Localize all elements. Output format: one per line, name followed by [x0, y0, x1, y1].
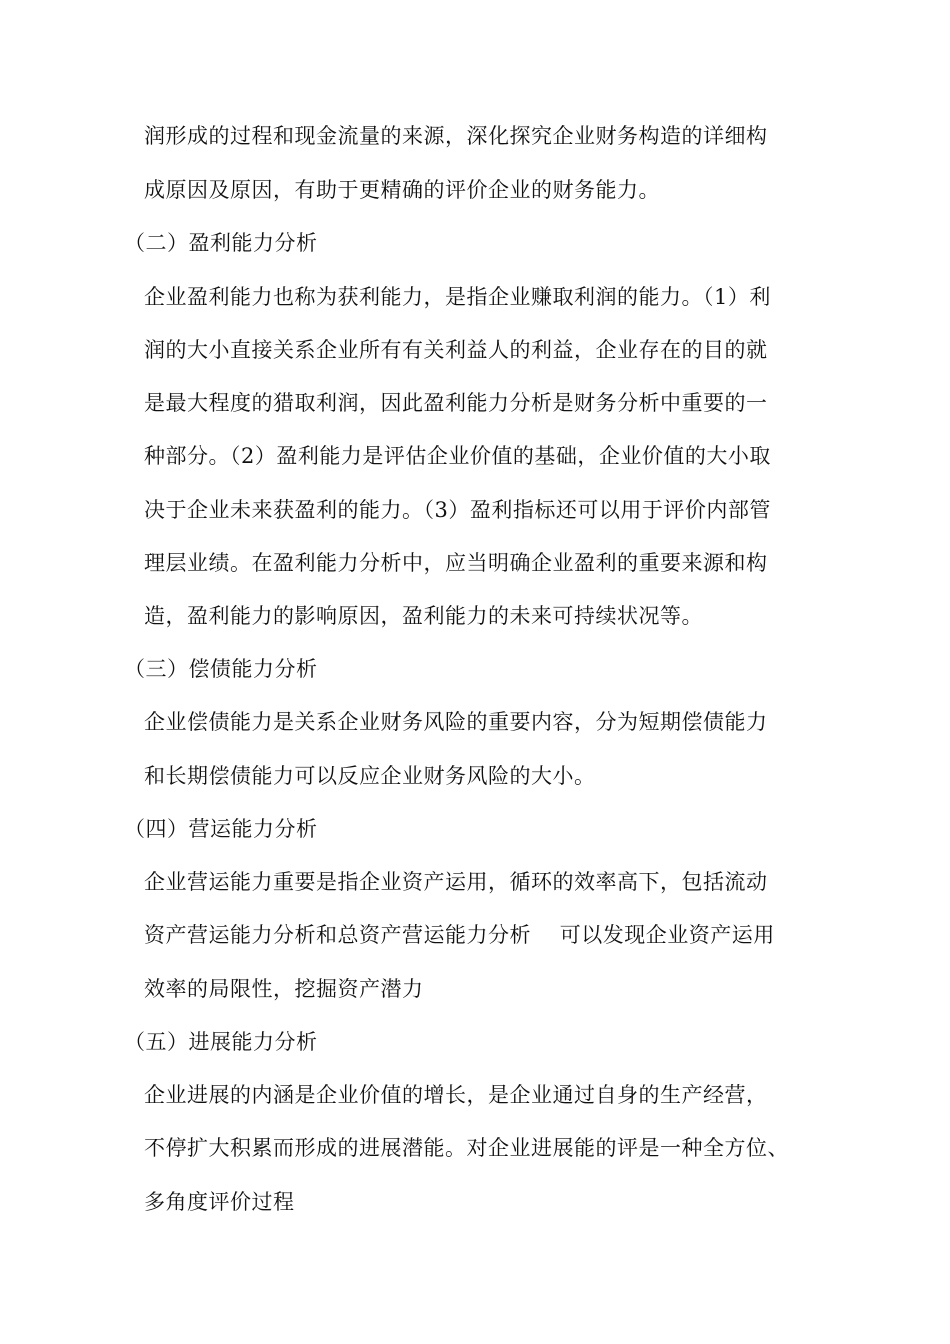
body-text-line: 决于企业未来获盈利的能力。（3）盈利指标还可以用于评价内部管 [144, 498, 771, 522]
body-text-line: 润形成的过程和现金流量的来源，深化探究企业财务构造的详细构 [144, 124, 768, 148]
body-text-line: 企业营运能力重要是指企业资产运用，循环的效率高下，包括流动 [144, 870, 768, 894]
body-text-line: 和长期偿债能力可以反应企业财务风险的大小。 [144, 764, 596, 788]
body-text-line: 企业盈利能力也称为获利能力，是指企业赚取利润的能力。（1）利 [144, 285, 771, 309]
body-text-line: 企业进展的内涵是企业价值的增长，是企业通过自身的生产经营， [144, 1083, 768, 1107]
body-text-line: 润的大小直接关系企业所有有关利益人的利益，企业存在的目的就 [144, 338, 768, 362]
body-text-line: 企业偿债能力是关系企业财务风险的重要内容，分为短期偿债能力 [144, 710, 768, 734]
body-text-line: 不停扩大积累而形成的进展潜能。对企业进展能的评是一种全方位、 [144, 1136, 789, 1160]
section-heading-profitability: （二）盈利能力分析 [124, 231, 318, 255]
body-text-line: 种部分。（2）盈利能力是评估企业价值的基础，企业价值的大小取 [144, 444, 771, 468]
body-text-line: 造，盈利能力的影响原因，盈利能力的未来可持续状况等。 [144, 604, 703, 628]
body-text-line: 理层业绩。在盈利能力分析中，应当明确企业盈利的重要来源和构 [144, 551, 768, 575]
body-text-line: 成原因及原因，有助于更精确的评价企业的财务能力。 [144, 178, 660, 202]
body-text-line: 资产营运能力分析和总资产营运能力分析 可以发现企业资产运用 [144, 923, 775, 947]
body-text-line: 多角度评价过程 [144, 1190, 295, 1214]
section-heading-operating-capacity: （四）营运能力分析 [124, 817, 318, 841]
section-heading-development: （五）进展能力分析 [124, 1030, 318, 1054]
section-heading-solvency: （三）偿债能力分析 [124, 657, 318, 681]
body-text-line: 是最大程度的猎取利润，因此盈利能力分析是财务分析中重要的一 [144, 391, 768, 415]
body-text-line: 效率的局限性，挖掘资产潜力 [144, 977, 424, 1001]
